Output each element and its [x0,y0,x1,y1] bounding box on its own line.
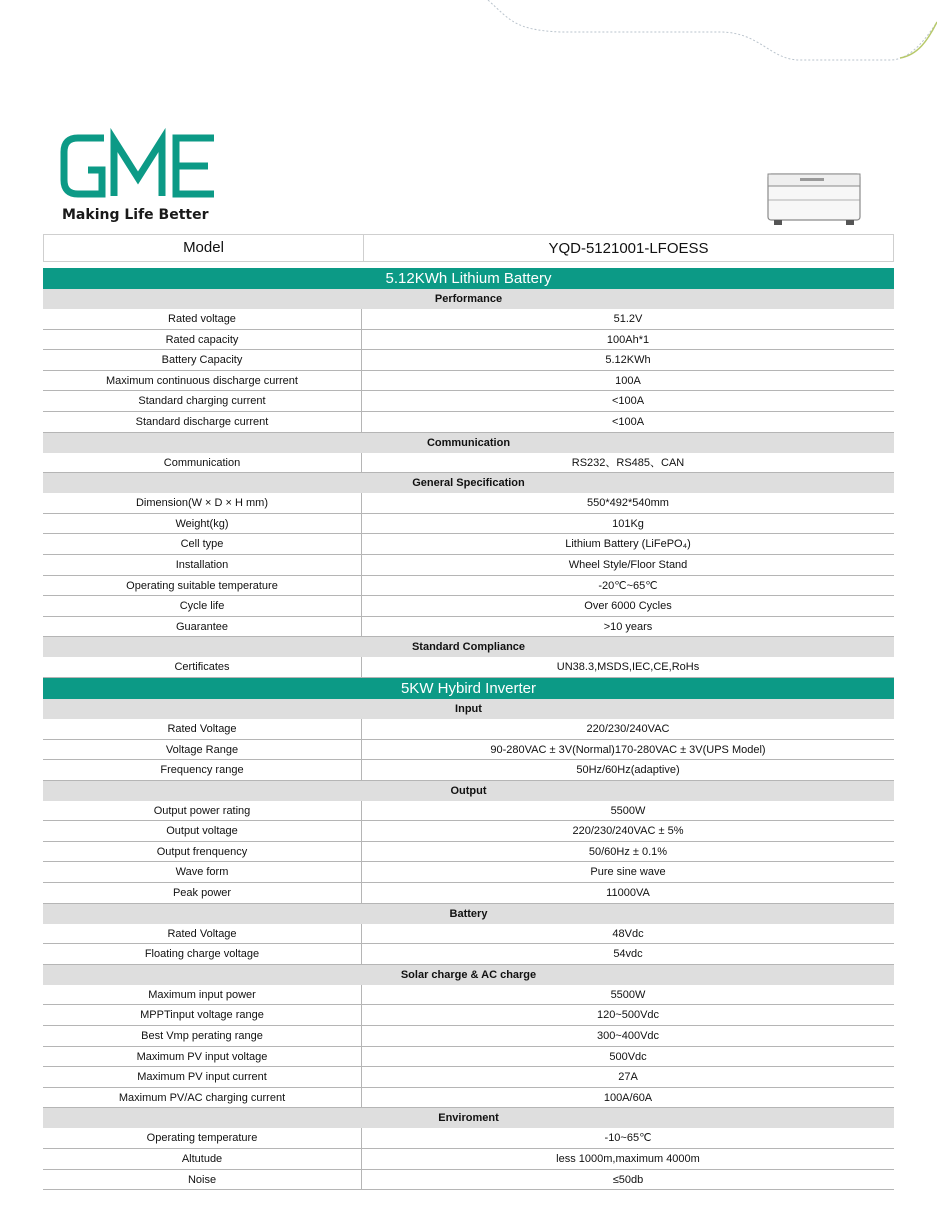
spec-label: Peak power [43,883,362,903]
product-image [764,170,864,228]
subsection-heading: Battery [43,904,894,924]
spec-label: Maximum PV input voltage [43,1047,362,1067]
spec-value: Pure sine wave [590,866,666,879]
spec-row [43,1088,894,1109]
spec-label: Noise [43,1170,362,1190]
spec-row [43,719,894,740]
spec-value: less 1000m,maximum 4000m [556,1153,700,1165]
spec-row [43,1067,894,1088]
spec-row [43,821,894,842]
spec-value: 300~400Vdc [596,1030,660,1043]
spec-label: Certificates [43,657,362,677]
spec-value: -10~65℃ [604,1132,652,1145]
spec-row [43,1047,894,1068]
decorative-curve [0,0,937,80]
spec-row [43,1128,894,1149]
gme-logo-icon [58,128,228,203]
spec-row [43,924,894,945]
spec-value: 54vdc [613,948,643,961]
spec-value: <100A [611,415,645,428]
spec-value: 5500W [610,804,646,817]
spec-value: 90-280VAC ± 3V(Normal)170-280VAC ± 3V(UPS Model) [490,743,766,756]
spec-value: 5500W [610,988,646,1001]
spec-row [43,985,894,1006]
spec-row [43,801,894,822]
spec-row [43,1170,894,1191]
spec-label: Battery Capacity [43,350,362,370]
spec-value: -20℃~65℃ [598,579,658,592]
spec-label: Rated voltage [43,309,362,329]
spec-label: Cycle life [43,596,362,616]
spec-label: Rated Voltage [43,924,362,944]
subsection-heading: Standard Compliance [43,637,894,657]
spec-label: Frequency range [43,760,362,780]
spec-value: 50/60Hz ± 0.1% [588,845,668,858]
spec-row [43,371,894,392]
spec-row [43,1149,894,1170]
spec-value: 5.12KWh [605,354,651,367]
spec-row [43,1005,894,1026]
spec-row [43,883,894,904]
spec-row [43,493,894,514]
subsection-heading: General Specification [43,473,894,493]
model-label: Model [44,235,364,261]
spec-row [43,514,894,535]
spec-label: Output power rating [43,801,362,821]
spec-value: 100Ah*1 [606,333,650,346]
spec-row [43,596,894,617]
spec-value: ≤50db [612,1173,644,1186]
spec-row [43,760,894,781]
subsection-heading: Solar charge & AC charge [43,965,894,985]
spec-value: 500Vdc [609,1050,647,1063]
spec-value: 50Hz/60Hz(adaptive) [576,764,680,777]
spec-label: Guarantee [43,617,362,637]
spec-label: Maximum PV input current [43,1067,362,1087]
spec-row [43,617,894,638]
model-row [43,234,894,262]
spec-value: Over 6000 Cycles [584,600,672,613]
spec-value: 100A [615,374,641,387]
spec-label: Floating charge voltage [43,944,362,964]
spec-row [43,555,894,576]
spec-value: 51.2V [613,313,643,325]
spec-label: Maximum continuous discharge current [43,371,362,391]
spec-label: Dimension(W × D × H mm) [43,493,362,513]
subsection-heading: Input [43,699,894,719]
spec-label: Rated Voltage [43,719,362,739]
spec-value: 11000VA [606,887,650,900]
spec-value: 550*492*540mm [587,497,669,510]
spec-row [43,330,894,351]
spec-row [43,534,894,555]
spec-value: 220/230/240VAC ± 5% [572,825,684,838]
spec-row [43,862,894,883]
subsection-heading: Performance [43,289,894,309]
spec-blocks [43,268,894,1190]
spec-row [43,391,894,412]
spec-row [43,453,894,474]
spec-label: Weight(kg) [43,514,362,534]
spec-label: Output voltage [43,821,362,841]
spec-label: Wave form [43,862,362,882]
spec-value: UN38.3,MSDS,IEC,CE,RoHs [556,661,700,674]
spec-label: Installation [43,555,362,575]
subsection-heading: Communication [43,433,894,453]
spec-row [43,842,894,863]
spec-value: Wheel Style/Floor Stand [568,558,688,571]
spec-value: RS232、RS485、CAN [571,456,685,469]
spec-label: Standard discharge current [43,412,362,432]
spec-value: 48Vdc [612,927,644,940]
spec-label: Best Vmp perating range [43,1026,362,1046]
spec-label: Operating temperature [43,1128,362,1148]
spec-value: 27A [618,1071,638,1084]
spec-row [43,740,894,761]
section-title-band: 5.12KWh Lithium Battery [43,268,894,289]
spec-label: Standard charging current [43,391,362,411]
spec-row [43,309,894,330]
spec-value: 220/230/240VAC [586,722,670,735]
spec-label: Operating suitable temperature [43,576,362,596]
spec-row [43,944,894,965]
subsection-heading: Enviroment [43,1108,894,1128]
spec-label: MPPTinput voltage range [43,1005,362,1025]
spec-value: 120~500Vdc [596,1009,660,1022]
spec-row [43,412,894,433]
spec-value: 101Kg [612,517,644,530]
spec-label: Communication [43,453,362,473]
spec-row [43,1026,894,1047]
subsection-heading: Output [43,781,894,801]
spec-label: Voltage Range [43,740,362,760]
spec-sheet [43,234,894,1190]
brand-tagline: Making Life Better [62,207,209,223]
spec-label: Altutude [43,1149,362,1169]
model-value: YQD-5121001-LFOESS [548,240,709,257]
spec-label: Maximum PV/AC charging current [43,1088,362,1108]
spec-value: >10 years [603,620,653,633]
spec-label: Rated capacity [43,330,362,350]
spec-label: Cell type [43,534,362,554]
spec-row [43,657,894,678]
spec-row [43,350,894,371]
spec-value: 100A/60A [603,1091,653,1104]
spec-label: Output frenquency [43,842,362,862]
spec-value: Lithium Battery (LiFePO₄) [565,538,691,551]
spec-value: <100A [611,395,645,408]
spec-label: Maximum input power [43,985,362,1005]
spec-row [43,576,894,597]
section-title-band: 5KW Hybird Inverter [43,678,894,699]
